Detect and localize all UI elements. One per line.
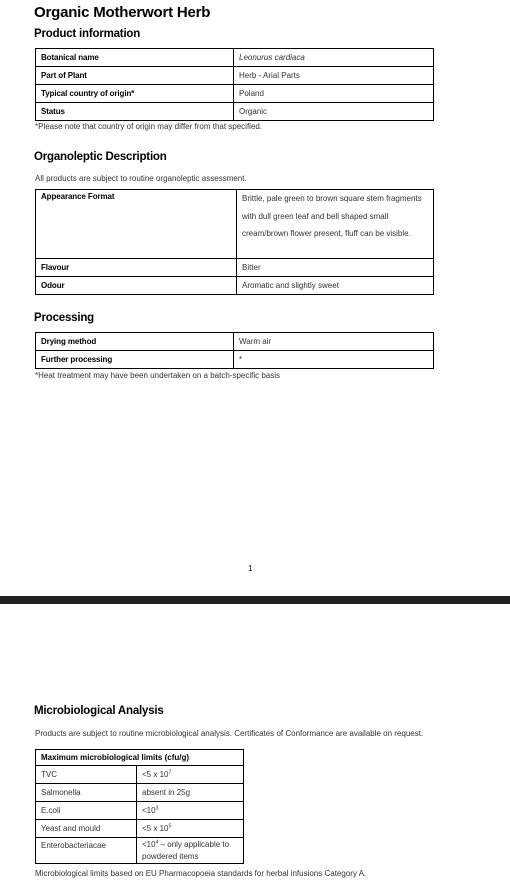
drying-method-value: Warm air (234, 333, 434, 351)
micro-table-header: Maximum microbiological limits (cfu/g) (36, 750, 244, 766)
table-row (36, 333, 434, 351)
product-info-table (35, 48, 434, 121)
table-row (36, 85, 434, 103)
table-row (36, 49, 434, 67)
document-page-2 (0, 604, 510, 882)
odour-label: Odour (36, 277, 237, 295)
microbiological-heading: Microbiological Analysis (34, 705, 164, 717)
yeast-mould-value: <5 x $10^5$ (137, 820, 244, 838)
processing-table (35, 332, 434, 369)
country-of-origin-label: Typical country of origin* (36, 85, 234, 103)
ecoli-label: E.coli (36, 802, 137, 820)
yeast-mould-label: Yeast and mould (36, 820, 137, 838)
document-title: Organic Motherwort Herb (34, 4, 211, 21)
table-row (36, 802, 244, 820)
appearance-format-value: Brittle, pale green to brown square stem fragments with dull green leaf and bell shaped small cream/brown flower present, fluff can be visible. (237, 190, 434, 259)
further-processing-label: Further processing (36, 351, 234, 369)
status-value: Organic (234, 103, 434, 121)
enterobacteriacae-value: $<10^4$ – only applicable to powdered items (137, 838, 244, 864)
tvc-value: <5 x $10^7$ (137, 766, 244, 784)
salmonella-label: Salmonella (36, 784, 137, 802)
organoleptic-heading: Organoleptic Description (34, 151, 167, 163)
salmonella-value: absent in 25g (137, 784, 244, 802)
organoleptic-intro: All products are subject to routine organoleptic assessment. (35, 174, 247, 183)
table-row (36, 103, 434, 121)
page-divider (0, 596, 510, 604)
further-processing-value: * (234, 351, 434, 369)
table-row (36, 190, 434, 259)
processing-heading: Processing (34, 312, 94, 324)
table-row (36, 277, 434, 295)
odour-value: Aromatic and slightly sweet (237, 277, 434, 295)
botanical-name-label: Botanical name (36, 49, 234, 67)
appearance-format-label: Appearance Format (36, 190, 237, 259)
processing-footnote: *Heat treatment may have been undertaken on a batch-specific basis (35, 371, 281, 380)
enterobacteriacae-label: Enterobacteriacae (36, 838, 137, 864)
status-label: Status (36, 103, 234, 121)
drying-method-label: Drying method (36, 333, 234, 351)
table-row (36, 259, 434, 277)
flavour-value: Bitter (237, 259, 434, 277)
table-row (36, 820, 244, 838)
microbiological-table (35, 749, 244, 864)
microbiological-footnote: Microbiological limits based on EU Pharmacopoeia standards for herbal infusions Category A. (35, 869, 367, 878)
table-row (36, 784, 244, 802)
table-row (36, 67, 434, 85)
flavour-label: Flavour (36, 259, 237, 277)
microbiological-intro: Products are subject to routine microbiological analysis. Certificates of Conformance are available on request. (35, 729, 424, 738)
product-info-footnote: *Please note that country of origin may differ from that specified. (35, 122, 263, 131)
part-of-plant-value: Herb - Arial Parts (234, 67, 434, 85)
ecoli-value: $<10^3$ (137, 802, 244, 820)
page-number: 1 (248, 564, 253, 573)
table-row (36, 351, 434, 369)
tvc-label: TVC (36, 766, 137, 784)
table-row (36, 766, 244, 784)
product-info-heading: Product information (34, 28, 141, 40)
table-row (36, 838, 244, 864)
country-of-origin-value: Poland (234, 85, 434, 103)
table-row (36, 750, 244, 766)
organoleptic-table (35, 189, 434, 295)
botanical-name-value: Leonurus cardiaca (234, 49, 434, 67)
part-of-plant-label: Part of Plant (36, 67, 234, 85)
